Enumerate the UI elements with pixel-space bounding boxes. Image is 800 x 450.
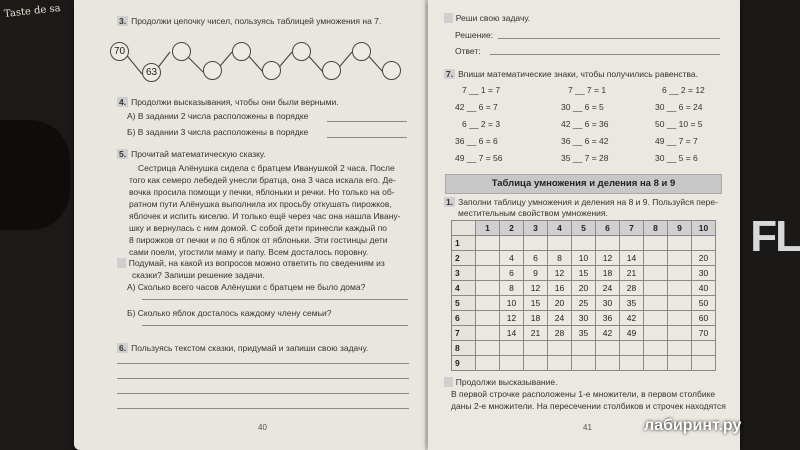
table-row-header: 9	[452, 356, 476, 371]
chain-circle-10[interactable]	[382, 61, 401, 80]
background-sign: FL	[750, 212, 800, 261]
table-cell[interactable]	[644, 311, 668, 326]
think-heading-2: сказки? Запиши решение задачи.	[132, 270, 265, 280]
equation-c2-5[interactable]: 35 __ 7 = 28	[561, 153, 609, 163]
background-left	[0, 0, 80, 450]
table-cell[interactable]	[524, 341, 548, 356]
table-row	[452, 311, 716, 326]
table-cell[interactable]: 21	[524, 326, 548, 341]
table-header-cell: 10	[692, 221, 716, 236]
table-cell[interactable]: 35	[620, 296, 644, 311]
table-cell[interactable]	[620, 236, 644, 251]
table-cell[interactable]	[548, 341, 572, 356]
table-header-cell: 3	[524, 221, 548, 236]
equation-c1-2[interactable]: 42 __ 6 = 7	[455, 102, 498, 112]
chain-circle-7[interactable]	[292, 42, 311, 61]
page-number-left: 40	[258, 423, 267, 432]
equation-c1-5[interactable]: 49 __ 7 = 56	[455, 153, 503, 163]
table-cell[interactable]	[644, 236, 668, 251]
table-cell[interactable]: 42	[596, 326, 620, 341]
task4-heading: 4. Продолжи высказывания, чтобы они были верными.	[119, 97, 339, 107]
table-row-header: 6	[452, 311, 476, 326]
table-cell[interactable]: 6	[524, 251, 548, 266]
task1-heading-line2: местительным свойством умножения.	[458, 208, 608, 218]
think-heading-1: Подумай, на какой из вопросов можно ответить по сведениям из	[117, 258, 385, 268]
story-line-1: Сестрица Алёнушка сидела с братцем Иванушкой 2 часа. После	[138, 163, 395, 173]
table-row-header: 4	[452, 281, 476, 296]
answer-line[interactable]	[490, 54, 720, 55]
table-row	[452, 341, 716, 356]
equation-c2-4[interactable]: 36 __ 6 = 42	[561, 136, 609, 146]
table-cell[interactable]	[668, 251, 692, 266]
table-cell[interactable]	[524, 236, 548, 251]
table-cell[interactable]: 10	[572, 251, 596, 266]
table-header-cell: 7	[620, 221, 644, 236]
table-cell[interactable]: 12	[524, 281, 548, 296]
table-cell[interactable]	[500, 236, 524, 251]
table-cell[interactable]	[620, 356, 644, 371]
table-cell[interactable]: 18	[596, 266, 620, 281]
table-cell[interactable]: 24	[548, 311, 572, 326]
table-cell[interactable]	[572, 356, 596, 371]
table-cell[interactable]	[692, 356, 716, 371]
equation-c3-5[interactable]: 30 __ 5 = 6	[655, 153, 698, 163]
table-cell[interactable]	[668, 281, 692, 296]
think-item-b: Б) Сколько яблок досталось каждому члену семьи?	[127, 308, 332, 318]
table-cell[interactable]: 25	[572, 296, 596, 311]
think-item-a: А) Сколько всего часов Алёнушки с братцем не было дома?	[127, 282, 366, 292]
equation-c2-2[interactable]: 30 __ 6 = 5	[561, 102, 604, 112]
table-cell[interactable]: 70	[692, 326, 716, 341]
table-row-header: 1	[452, 236, 476, 251]
table-cell[interactable]: 8	[500, 281, 524, 296]
table-cell[interactable]: 10	[500, 296, 524, 311]
table-cell[interactable]	[476, 251, 500, 266]
table-cell[interactable]: 28	[620, 281, 644, 296]
table-cell[interactable]: 35	[572, 326, 596, 341]
table-cell[interactable]: 9	[524, 266, 548, 281]
task6-line-1[interactable]	[117, 363, 409, 364]
table-cell[interactable]	[668, 296, 692, 311]
task6-line-4[interactable]	[117, 408, 409, 409]
continue-line-2: даны 2-е множители. На пересечении столбиков и строчек находятся	[451, 401, 726, 411]
task4-item-a: А) В задании 2 числа расположены в порядке	[127, 111, 309, 121]
table-cell[interactable]	[644, 326, 668, 341]
table-header-cell: 1	[476, 221, 500, 236]
background-mug-label: Taste de sa	[3, 3, 62, 20]
table-cell[interactable]: 4	[500, 251, 524, 266]
table-cell[interactable]	[500, 356, 524, 371]
table-header-cell: 5	[572, 221, 596, 236]
table-cell[interactable]	[644, 281, 668, 296]
table-cell[interactable]: 15	[572, 266, 596, 281]
continue-line-1: В первой строчке расположены 1-е множители, в первом столбике	[451, 389, 716, 399]
table-cell[interactable]	[668, 311, 692, 326]
story-line-3: вочка просила помощи у печки, яблоньки и речки. Но только на об-	[129, 187, 395, 197]
story-line-2: того как семеро лебедей унесли братца, она 3 часа искала его. Де-	[129, 175, 396, 185]
table-cell[interactable]	[572, 341, 596, 356]
table-cell[interactable]	[644, 251, 668, 266]
equation-c3-2[interactable]: 30 __ 6 = 24	[655, 102, 703, 112]
table-row-header: 5	[452, 296, 476, 311]
table-cell[interactable]	[548, 236, 572, 251]
chain-circle-3[interactable]	[172, 42, 191, 61]
task6-heading: 6. Пользуясь текстом сказки, придумай и запиши свою задачу.	[119, 343, 369, 353]
table-cell[interactable]: 36	[596, 311, 620, 326]
table-cell[interactable]	[596, 341, 620, 356]
table-cell[interactable]	[476, 326, 500, 341]
story-line-5: яблочек и испить киселю. И только ещё через час она нашла Ивану-	[129, 211, 401, 221]
table-cell[interactable]: 21	[620, 266, 644, 281]
task3-heading: 3. Продолжи цепочку чисел, пользуясь таблицей умножения на 7.	[119, 16, 382, 26]
table-cell[interactable]	[644, 296, 668, 311]
table-cell[interactable]: 12	[500, 311, 524, 326]
table-header-cell: 4	[548, 221, 572, 236]
chain-circle-9[interactable]	[352, 42, 371, 61]
story-line-7: 8 пирожков от печки и по 6 яблок от яблоньки. Эти гостинцы дети	[129, 235, 388, 245]
table-cell[interactable]	[692, 341, 716, 356]
table-cell[interactable]: 30	[596, 296, 620, 311]
table-cell[interactable]: 15	[524, 296, 548, 311]
table-header-cell: 8	[644, 221, 668, 236]
task1-heading-line1: 1. Заполни таблицу умножения и деления на 8 и 9. Пользуйся пере-	[446, 197, 718, 207]
table-row	[452, 266, 716, 281]
task4-item-b: Б) В задании 3 числа расположены в порядке	[127, 127, 309, 137]
table-cell[interactable]	[644, 356, 668, 371]
table-cell[interactable]: 12	[596, 251, 620, 266]
table-header-cell	[452, 221, 476, 236]
table-cell[interactable]: 14	[500, 326, 524, 341]
table-cell[interactable]	[668, 326, 692, 341]
table-cell[interactable]: 40	[692, 281, 716, 296]
table-cell[interactable]	[668, 341, 692, 356]
table-cell[interactable]: 30	[572, 311, 596, 326]
table-header-cell: 6	[596, 221, 620, 236]
table-cell[interactable]	[476, 281, 500, 296]
think-answer-line-a[interactable]	[142, 299, 408, 300]
table-cell[interactable]	[668, 356, 692, 371]
table-cell[interactable]: 50	[692, 296, 716, 311]
think-answer-line-b[interactable]	[142, 325, 408, 326]
table-row-header: 7	[452, 326, 476, 341]
table-cell[interactable]	[596, 356, 620, 371]
equation-c3-3[interactable]: 50 __ 10 = 5	[655, 119, 703, 129]
table-cell[interactable]: 49	[620, 326, 644, 341]
table-cell[interactable]	[668, 236, 692, 251]
chain-circle-4[interactable]	[203, 61, 222, 80]
table-row-header: 3	[452, 266, 476, 281]
solution-line[interactable]	[498, 38, 720, 39]
table-header-cell: 9	[668, 221, 692, 236]
table-cell[interactable]	[476, 236, 500, 251]
table-row	[452, 281, 716, 296]
table-cell[interactable]: 20	[572, 281, 596, 296]
page-number-right: 41	[583, 423, 592, 432]
table-cell[interactable]	[476, 266, 500, 281]
table-cell[interactable]: 42	[620, 311, 644, 326]
table-cell[interactable]: 8	[548, 251, 572, 266]
story-line-6: шку и вернулась с ним домой. С собой дети принесли каждый по	[129, 223, 388, 233]
equation-c3-4[interactable]: 49 __ 7 = 7	[655, 136, 698, 146]
table-cell[interactable]	[476, 296, 500, 311]
table-cell[interactable]: 6	[500, 266, 524, 281]
table-cell[interactable]: 16	[548, 281, 572, 296]
table-row	[452, 296, 716, 311]
table-cell[interactable]	[476, 341, 500, 356]
table-cell[interactable]: 28	[548, 326, 572, 341]
table-row	[452, 326, 716, 341]
solve-heading: Реши свою задачу.	[444, 13, 530, 23]
story-line-8: сами поели, угостили маму и папу. Всем досталось поровну.	[129, 247, 369, 257]
continue-heading: Продолжи высказывание.	[444, 377, 557, 387]
task6-line-3[interactable]	[117, 393, 409, 394]
equation-c3-1[interactable]: 6 __ 2 = 12	[662, 85, 705, 95]
equation-c2-3[interactable]: 42 __ 6 = 36	[561, 119, 609, 129]
table-cell[interactable]: 12	[548, 266, 572, 281]
table-cell[interactable]: 20	[548, 296, 572, 311]
section-title: Таблица умножения и деления на 8 и 9	[445, 174, 722, 194]
table-header-row	[452, 221, 716, 236]
table-cell[interactable]	[668, 266, 692, 281]
table-row-header: 8	[452, 341, 476, 356]
table-cell[interactable]	[596, 236, 620, 251]
story-line-4: ратном пути Алёнушка выполнила их просьбу откушать пирожков,	[129, 199, 392, 209]
equation-c1-4[interactable]: 36 __ 6 = 6	[455, 136, 498, 146]
chain-circle-8[interactable]	[322, 61, 341, 80]
table-cell[interactable]: 60	[692, 311, 716, 326]
table-row	[452, 236, 716, 251]
multiplication-table	[451, 220, 716, 371]
task7-heading: 7. Впиши математические знаки, чтобы получились равенства.	[446, 69, 698, 79]
answer-label: Ответ:	[455, 46, 481, 56]
chain-circle-5[interactable]	[232, 42, 251, 61]
table-row-header: 2	[452, 251, 476, 266]
chain-circle-1: 70	[110, 42, 129, 61]
table-cell[interactable]	[524, 356, 548, 371]
chain-circle-2: 63	[142, 63, 161, 82]
table-cell[interactable]: 14	[620, 251, 644, 266]
equation-c2-1[interactable]: 7 __ 7 = 1	[568, 85, 607, 95]
chain-circle-6[interactable]	[262, 61, 281, 80]
table-cell[interactable]: 18	[524, 311, 548, 326]
table-cell[interactable]: 20	[692, 251, 716, 266]
table-cell[interactable]	[620, 341, 644, 356]
equation-c1-3[interactable]: 6 __ 2 = 3	[462, 119, 501, 129]
equation-c1-1[interactable]: 7 __ 1 = 7	[462, 85, 501, 95]
task4-answer-line-a[interactable]	[327, 121, 407, 122]
table-cell[interactable]	[476, 356, 500, 371]
background-right	[738, 0, 800, 450]
table-header-cell: 2	[500, 221, 524, 236]
table-cell[interactable]	[548, 356, 572, 371]
table-body	[452, 236, 716, 371]
coffee-cup	[0, 120, 70, 230]
table-cell[interactable]	[692, 236, 716, 251]
task4-answer-line-b[interactable]	[327, 137, 407, 138]
table-cell[interactable]	[476, 311, 500, 326]
table-cell[interactable]	[500, 341, 524, 356]
table-cell[interactable]: 30	[692, 266, 716, 281]
table-row	[452, 251, 716, 266]
table-cell[interactable]	[644, 266, 668, 281]
watermark-logo: лабиринт.ру	[644, 417, 742, 434]
table-cell[interactable]	[644, 341, 668, 356]
solution-label: Решение:	[455, 30, 494, 40]
task6-line-2[interactable]	[117, 378, 409, 379]
table-row	[452, 356, 716, 371]
table-cell[interactable]	[572, 236, 596, 251]
task5-heading: 5. Прочитай математическую сказку.	[119, 149, 266, 159]
table-cell[interactable]: 24	[596, 281, 620, 296]
